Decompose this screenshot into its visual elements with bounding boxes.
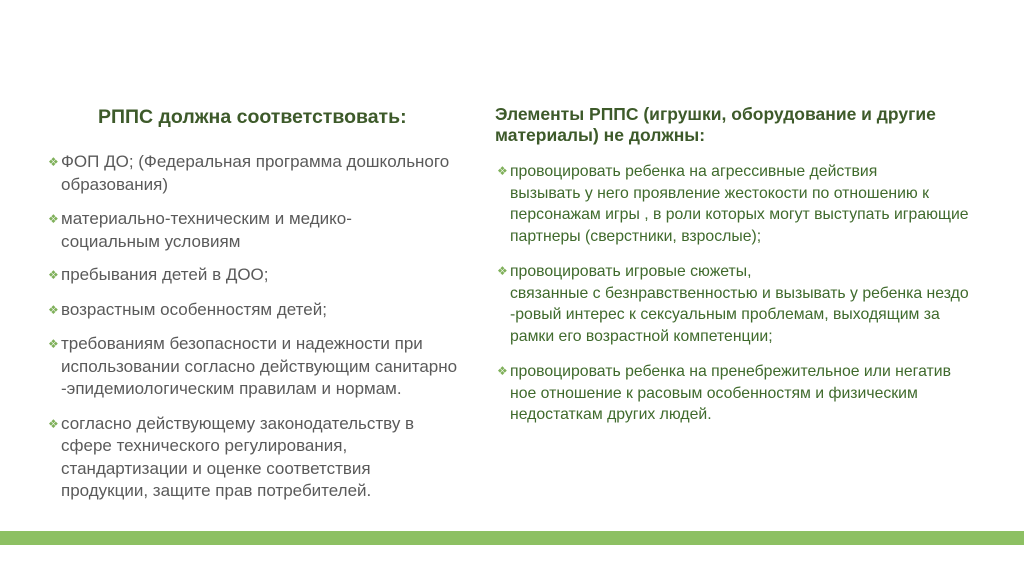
list-item-text: согласно действующему законодательству в сфере технического регулирования, стандартизации и оценке соответствия продукции, защите прав потребителей. — [61, 413, 415, 500]
list-item-text: провоцировать ребенка на пренебрежительное или негатив ное отношение к расовым особенностям и физическим недостаткам других людей. — [510, 363, 951, 423]
prohibitions-list — [497, 161, 1022, 440]
footer-bar — [0, 531, 1024, 545]
diamond-bullet-icon: ❖ — [48, 212, 59, 226]
list-item — [497, 261, 1022, 347]
list-item — [497, 161, 1022, 247]
diamond-bullet-icon: ❖ — [48, 155, 59, 169]
diamond-bullet-icon: ❖ — [48, 302, 59, 317]
diamond-bullet-icon: ❖ — [497, 264, 508, 278]
list-item-text: провоцировать игровые сюжеты, связанные с безнравственностью и вызывать у ребенка нездо -ровый интерес к сексуальным проблемам, выходящим за рамки его возрастной компетенции; — [510, 263, 969, 345]
diamond-bullet-icon: ❖ — [48, 337, 59, 351]
list-item-text: ФОП ДО; (Федеральная программа дошкольного образования) — [61, 152, 450, 194]
right-heading: Элементы РППС (игрушки, оборудование и другие материалы) не должны: — [495, 104, 936, 145]
list-item — [48, 208, 488, 253]
list-item-text: пребывания детей в ДОО; — [61, 265, 269, 284]
left-heading: РППС должна соответствовать: — [98, 106, 407, 128]
list-item-text: требованиям безопасности и надежности при использовании согласно действующим санитарно -эпидемиологическим правилам и нормам. — [61, 334, 458, 398]
requirements-list — [48, 151, 488, 515]
list-item-text: провоцировать ребенка на агрессивные действия вызывать у него проявление жестокости по отношению к персонажам игры , в роли которых могут выступать играющие партнеры (сверстники, взрослые); — [510, 163, 969, 245]
list-item — [48, 333, 488, 401]
list-item-text: материально-техническим и медико- социальным условиям — [61, 209, 352, 251]
list-item — [48, 264, 488, 287]
diamond-bullet-icon: ❖ — [48, 416, 59, 431]
list-item-text: возрастным особенностям детей; — [61, 299, 327, 319]
list-item — [48, 299, 488, 322]
list-item — [497, 361, 1022, 426]
diamond-bullet-icon: ❖ — [497, 364, 508, 378]
diamond-bullet-icon: ❖ — [497, 164, 508, 178]
diamond-bullet-icon: ❖ — [48, 268, 59, 282]
list-item — [48, 151, 488, 196]
list-item — [48, 413, 488, 503]
